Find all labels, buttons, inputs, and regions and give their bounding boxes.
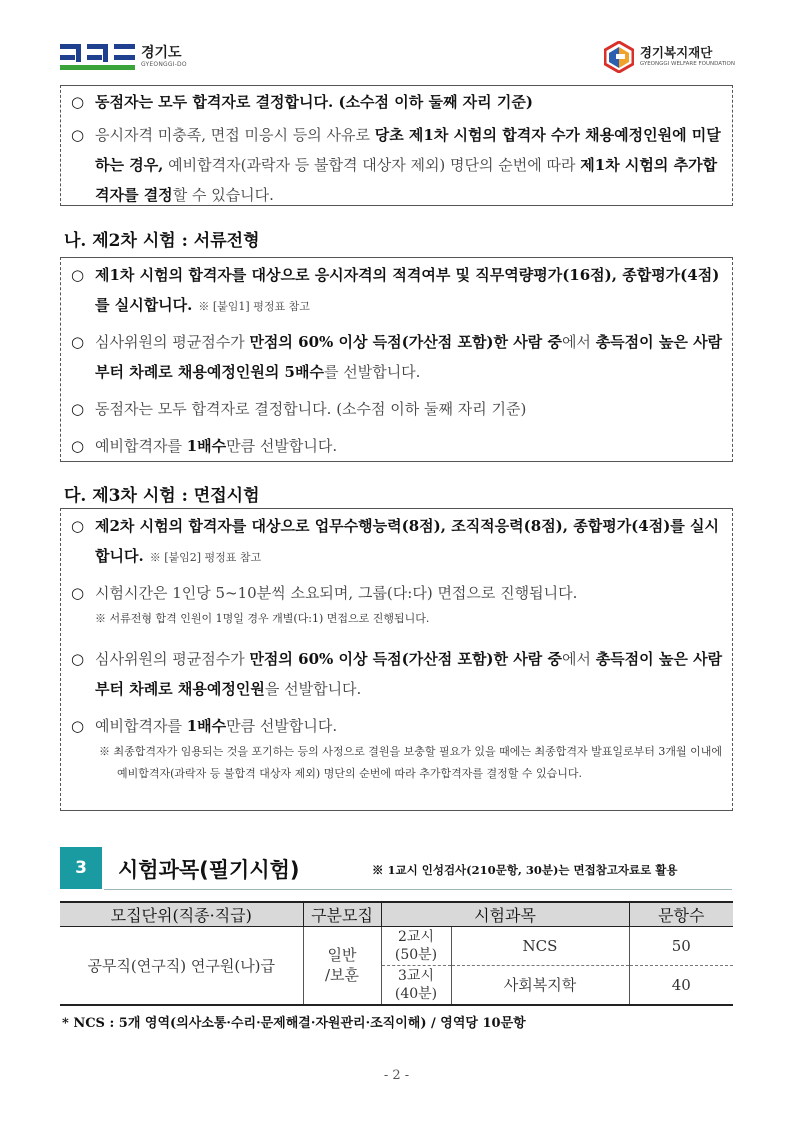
section-na-box — [60, 257, 733, 462]
item-text: 시험시간은 1인당 5~10분씩 소요되며, 그룹(다:다) 면접으로 진행됩니다. — [95, 584, 578, 602]
item-text: 동점자는 모두 합격자로 결정합니다. (소수점 이하 둘째 자리 기준) — [95, 400, 527, 418]
list-item — [67, 644, 726, 704]
list-item — [67, 394, 726, 424]
sub-note: ※ 최종합격자가 임용되는 것을 포기하는 등의 사정으로 결원을 보충할 필요가 있을 때에는 최종합격자 발표일로부터 3개월 이내에 예비합격자(과락자 등 불합격 대상자 제외) 명단의 순번에 따라 추가합격자를 결정할 수 있습니다. — [99, 745, 722, 780]
item-text-bold: 총득점이 높은 사람부터 차례로 채용예정인원의 5배수 — [95, 333, 723, 381]
period-label: 3교시 — [398, 967, 434, 984]
recruit-unit-cell: 공무직(연구직) 연구원(나)급 — [60, 927, 303, 1005]
item-text-bold: 만점의 60% 이상 득점(가산점 포함)한 사람 중 — [249, 333, 562, 351]
list-item — [67, 87, 726, 117]
item-text: 동점자는 모두 합격자로 결정합니다. (소수점 이하 둘째 자리 기준) — [95, 93, 533, 111]
reference-note: ※ [붙임2] 평정표 참고 — [149, 551, 262, 564]
welfare-foundation-logo-en: GYEONGGI WELFARE FOUNDATION — [639, 61, 735, 67]
item-text-bold: 제2차 시험의 합격자를 대상으로 업무수행능력(8점), 조직적응력(8점), 종합평가(4점)를 실시합니다. — [95, 517, 719, 565]
table-header: 문항수 — [629, 902, 733, 927]
period-time: (40분) — [394, 985, 438, 1002]
table-header: 구분모집 — [303, 902, 381, 927]
period-time: (50분) — [394, 947, 438, 963]
section-na-title: 나. 제2차 시험 : 서류전형 — [64, 231, 260, 251]
period-cell — [381, 927, 451, 966]
item-text: 예비합격자를 — [95, 437, 187, 455]
circle-bullet-icon: ○ — [71, 126, 85, 144]
section-ga-box — [60, 85, 733, 206]
count-cell: 50 — [629, 927, 733, 966]
count-cell: 40 — [629, 966, 733, 1005]
circle-bullet-icon: ○ — [71, 93, 85, 111]
item-text-bold: 만점의 60% 이상 득점(가산점 포함)한 사람 중 — [249, 650, 562, 668]
circle-bullet-icon: ○ — [71, 266, 85, 284]
item-text: 응시자격 미충족, 면접 미응시 등의 사유로 — [95, 126, 375, 144]
gyeonggi-logo — [60, 42, 187, 72]
item-text: 만큼 선발합니다. — [226, 437, 338, 455]
list-item — [67, 578, 726, 608]
table-header: 모집단위(직종·직급) — [60, 902, 303, 927]
circle-bullet-icon: ○ — [71, 584, 85, 602]
period-cell — [381, 966, 451, 1005]
section-3-title: 시험과목(필기시험) — [118, 858, 300, 882]
item-text-bold: 1배수 — [186, 717, 227, 735]
circle-bullet-icon: ○ — [71, 517, 85, 535]
list-item — [67, 711, 726, 741]
item-text: 예비합격자를 — [95, 717, 187, 735]
section-3-note: ※ 1교시 인성검사(210문항, 30분)는 면접참고자료로 활용 — [372, 863, 678, 877]
item-text: 에서 — [561, 650, 596, 668]
list-item — [67, 511, 726, 573]
welfare-foundation-logo-ko: 경기복지재단 — [639, 44, 713, 60]
item-text: 만큼 선발합니다. — [226, 717, 338, 735]
ncs-footnote: * NCS : 5개 영역(의사소통·수리·문제해결·자원관리·조직이해) / 영역당 10문항 — [62, 1016, 526, 1031]
item-text: 에서 — [561, 333, 596, 351]
list-item — [67, 327, 726, 387]
item-text: 를 선발합니다. — [323, 363, 421, 381]
item-text-bold: 제1차 시험의 합격자를 대상으로 응시자격의 적격여부 및 직무역량평가(16점), 종합평가(4점)를 실시합니다. — [95, 266, 720, 314]
section-da-title: 다. 제3차 시험 : 면접시험 — [64, 486, 260, 506]
subject-cell: 사회복지학 — [451, 966, 629, 1005]
table-header-row — [60, 902, 733, 927]
exam-subjects-table — [60, 901, 733, 1006]
item-text: 심사위원의 평균점수가 — [95, 650, 250, 668]
list-item — [67, 431, 726, 461]
circle-bullet-icon: ○ — [71, 437, 85, 455]
reference-note: ※ [붙임1] 평정표 참고 — [198, 300, 310, 313]
section-3-underline — [104, 889, 732, 890]
section-number-badge: 3 — [60, 847, 102, 889]
circle-bullet-icon: ○ — [71, 400, 85, 418]
item-text: 할 수 있습니다. — [172, 186, 274, 204]
list-item — [67, 120, 726, 210]
gyeonggi-logo-ko: 경기도 — [141, 45, 182, 61]
item-text-bold: 제1차 시험의 추가합격자를 결정 — [95, 156, 718, 204]
subject-cell: NCS — [451, 927, 629, 966]
list-item — [67, 260, 726, 322]
item-text: 예비합격자(과락자 등 불합격 대상자 제외) 명단의 순번에 따라 — [163, 156, 581, 174]
category-cell: 일반 /보훈 — [303, 927, 381, 1005]
circle-bullet-icon: ○ — [71, 717, 85, 735]
section-da-box — [60, 508, 733, 811]
gyeonggi-logo-icon — [60, 44, 135, 71]
period-label: 2교시 — [398, 929, 434, 945]
item-text-bold: 당초 제1차 시험의 합격자 수가 채용예정인원에 미달하는 경우, — [95, 126, 721, 174]
circle-bullet-icon: ○ — [71, 333, 85, 351]
gyeonggi-logo-en: GYEONGGI-DO — [141, 61, 187, 68]
item-text: 을 선발합니다. — [264, 680, 362, 698]
table-header: 시험과목 — [381, 902, 629, 927]
item-text: 심사위원의 평균점수가 — [95, 333, 250, 351]
welfare-foundation-logo-icon — [604, 41, 634, 73]
item-text-bold: 총득점이 높은 사람부터 차례로 채용예정인원 — [95, 650, 723, 698]
circle-bullet-icon: ○ — [71, 650, 85, 668]
item-text-bold: 1배수 — [186, 437, 227, 455]
table-row — [60, 927, 733, 966]
sub-note: ※ 서류전형 합격 인원이 1명일 경우 개별(다:1) 면접으로 진행됩니다. — [95, 612, 430, 625]
page-number: - 2 - — [383, 1068, 410, 1083]
welfare-foundation-logo — [604, 40, 735, 74]
